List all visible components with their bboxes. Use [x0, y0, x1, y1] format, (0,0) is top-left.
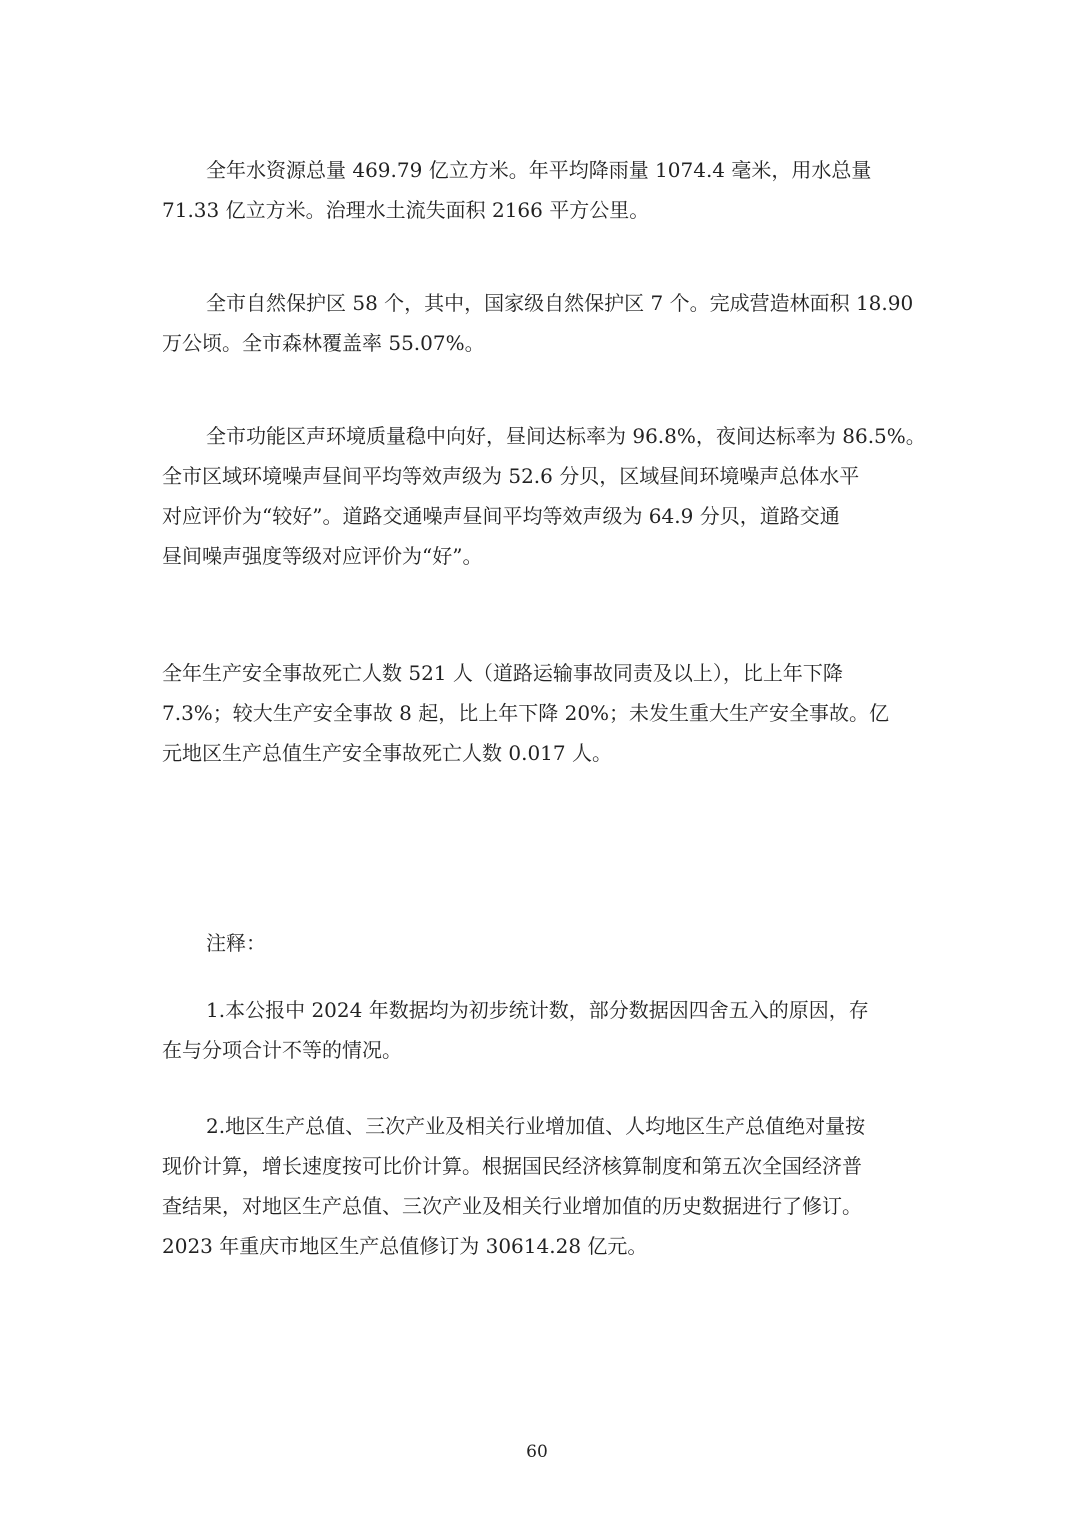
text-line: 对应评价为“较好”。道路交通噪声昼间平均等效声级为 64.9 分贝，道路交通	[162, 504, 840, 528]
text-line: 万公顷。全市森林覆盖率 55.07%。	[162, 331, 485, 355]
note-item-2	[162, 1106, 914, 1266]
text-line: 2.地区生产总值、三次产业及相关行业增加值、人均地区生产总值绝对量按	[206, 1114, 866, 1138]
text-line: 元地区生产总值生产安全事故死亡人数 0.017 人。	[162, 741, 612, 765]
text-line: 现价计算，增长速度按可比价计算。根据国民经济核算制度和第五次全国经济普	[162, 1154, 862, 1178]
notes-title-text: 注释：	[206, 931, 266, 955]
text-line: 查结果，对地区生产总值、三次产业及相关行业增加值的历史数据进行了修订。	[162, 1194, 862, 1218]
text-line: 昼间噪声强度等级对应评价为“好”。	[162, 544, 483, 568]
paragraph-water-resources	[162, 150, 914, 230]
text-line: 1.本公报中 2024 年数据均为初步统计数，部分数据因四舍五入的原因，存	[206, 998, 869, 1022]
text-line: 全年水资源总量 469.79 亿立方米。年平均降雨量 1074.4 毫米，用水总量	[206, 158, 872, 182]
text-line: 全市自然保护区 58 个，其中，国家级自然保护区 7 个。完成营造林面积 18.90	[206, 291, 914, 315]
text-line: 全年生产安全事故死亡人数 521 人（道路运输事故同责及以上），比上年下降	[162, 661, 843, 685]
text-line: 在与分项合计不等的情况。	[162, 1038, 402, 1062]
text-line: 71.33 亿立方米。治理水土流失面积 2166 平方公里。	[162, 198, 650, 222]
text-line: 全市区域环境噪声昼间平均等效声级为 52.6 分贝，区域昼间环境噪声总体水平	[162, 464, 860, 488]
paragraph-noise-environment	[162, 416, 926, 576]
notes-title	[162, 923, 914, 963]
text-line: 2023 年重庆市地区生产总值修订为 30614.28 亿元。	[162, 1234, 648, 1258]
text-line: 全市功能区声环境质量稳中向好，昼间达标率为 96.8%，夜间达标率为 86.5%。	[206, 424, 926, 448]
paragraph-production-safety	[162, 653, 914, 773]
page-number: 60	[526, 1442, 548, 1462]
paragraph-nature-reserves	[162, 283, 914, 363]
note-item-1	[162, 990, 914, 1070]
text-line: 7.3%；较大生产安全事故 8 起，比上年下降 20%；未发生重大生产安全事故。亿	[162, 701, 890, 725]
